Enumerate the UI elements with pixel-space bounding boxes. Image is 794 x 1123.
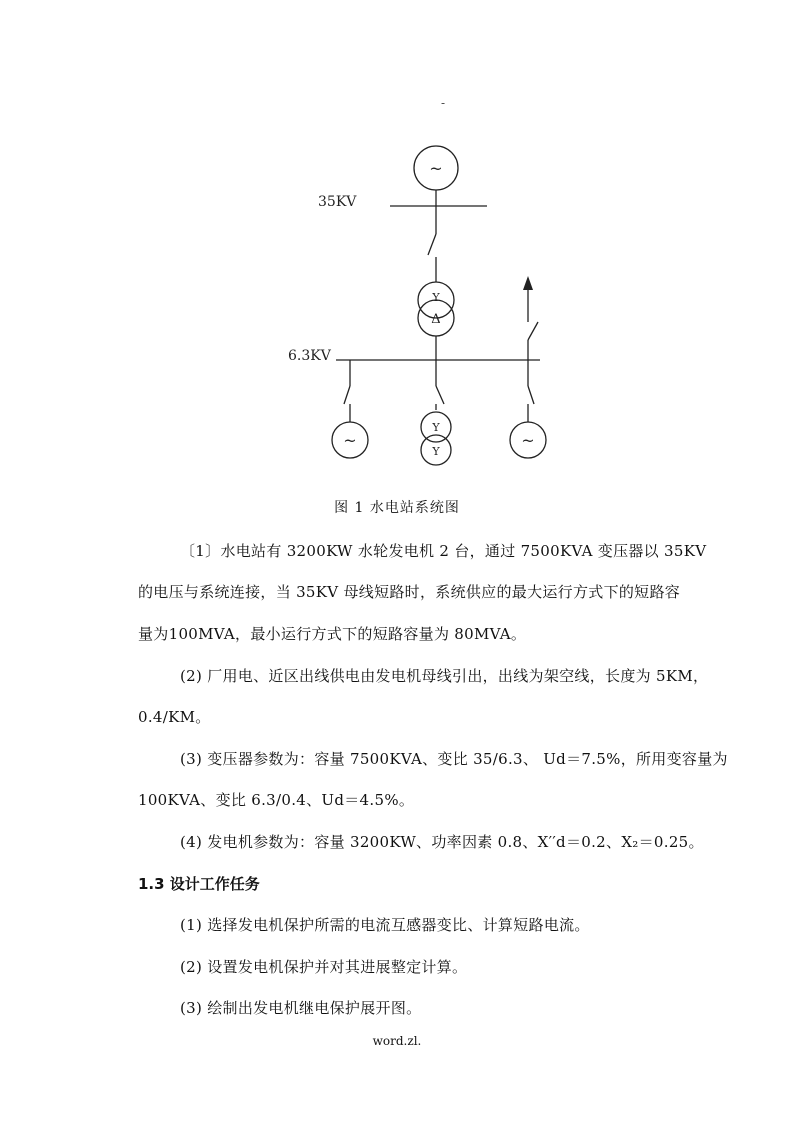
header-mark: - bbox=[441, 96, 446, 110]
breaker-35kv bbox=[428, 234, 436, 255]
breaker-gen-right bbox=[528, 386, 534, 404]
paragraph-1-line-3: 量为100MVA，最小运行方式下的短路容量为 80MVA。 bbox=[138, 625, 527, 643]
wye-symbol-aux-secondary: Y bbox=[432, 445, 440, 458]
paragraph-3-line-2: 100KVA、变比 6.3/0.4、Ud＝4.5%。 bbox=[138, 791, 415, 809]
gen-symbol-top: ~ bbox=[429, 159, 443, 178]
breaker-outgoing bbox=[528, 322, 538, 340]
paragraph-1-line-2: 的电压与系统连接，当 35KV 母线短路时，系统供应的最大运行方式下的短路容 bbox=[138, 583, 681, 601]
paragraph-2-line-2: 0.4/KM。 bbox=[138, 708, 211, 726]
section-heading: 1.3 设计工作任务 bbox=[138, 875, 260, 893]
wye-symbol-aux-primary: Y bbox=[432, 421, 440, 434]
delta-symbol-main: Δ bbox=[431, 312, 441, 327]
label-6-3kv: 6.3KV bbox=[288, 348, 331, 364]
task-item-1: (1) 选择发电机保护所需的电流互感器变比、计算短路电流。 bbox=[180, 916, 590, 934]
task-item-2: (2) 设置发电机保护并对其进展整定计算。 bbox=[180, 958, 468, 976]
wye-symbol-main: Y bbox=[432, 291, 440, 304]
paragraph-4-line-1: (4) 发电机参数为：容量 3200KW、功率因素 0.8、X′′d＝0.2、X₂＝0.25。 bbox=[180, 833, 704, 851]
paragraph-2-line-1: (2) 厂用电、近区出线供电由发电机母线引出，出线为架空线，长度为 5KM， bbox=[180, 667, 709, 685]
figure-caption: 图 1 水电站系统图 bbox=[334, 500, 460, 516]
task-item-3: (3) 绘制出发电机继电保护展开图。 bbox=[180, 999, 422, 1017]
page-footer: word.zl. bbox=[372, 1034, 422, 1048]
label-35kv: 35KV bbox=[318, 194, 357, 210]
paragraph-3-line-1: (3) 变压器参数为：容量 7500KVA、变比 35/6.3、 Ud＝7.5%，所用变容量为 bbox=[180, 750, 728, 768]
system-diagram bbox=[0, 0, 794, 480]
gen-symbol-left: ~ bbox=[343, 431, 357, 450]
outgoing-arrow bbox=[523, 276, 533, 290]
breaker-aux bbox=[436, 386, 444, 404]
gen-symbol-right: ~ bbox=[521, 431, 535, 450]
breaker-gen-left bbox=[344, 386, 350, 404]
paragraph-1-line-1: 〔1〕水电站有 3200KW 水轮发电机 2 台，通过 7500KVA 变压器以 35KV bbox=[180, 542, 707, 560]
